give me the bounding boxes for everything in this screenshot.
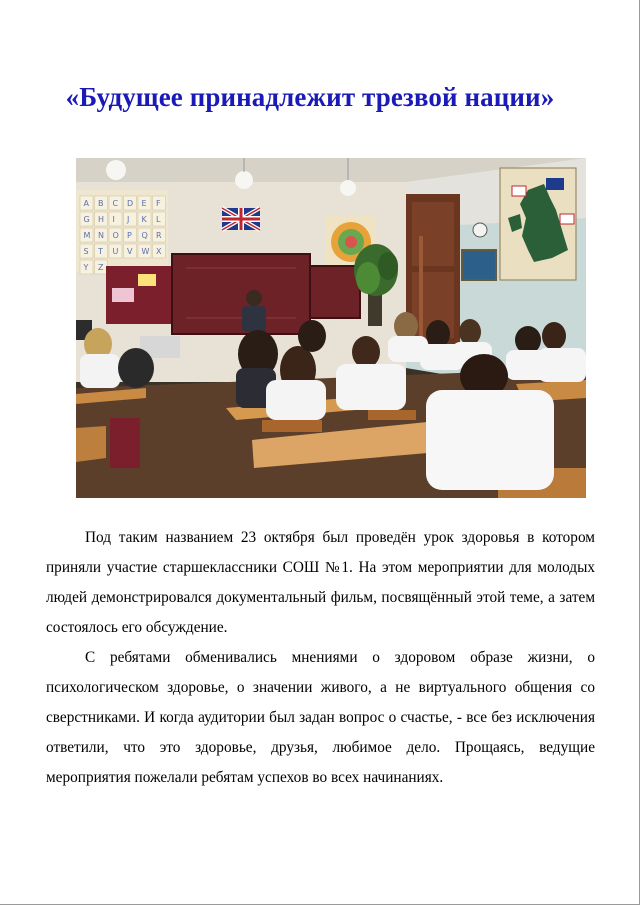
alphabet-letter: M <box>83 231 91 240</box>
alphabet-letter: B <box>98 199 104 208</box>
alphabet-letter: J <box>127 215 130 224</box>
alphabet-poster <box>76 190 168 274</box>
alphabet-letter: W <box>141 247 150 256</box>
alphabet-letter: D <box>127 199 134 208</box>
alphabet-letter: S <box>83 247 89 256</box>
alphabet-letter: V <box>127 247 133 256</box>
alphabet-letter: A <box>83 199 89 208</box>
alphabet-letter: P <box>127 231 132 240</box>
article-body <box>46 523 595 793</box>
alphabet-letter: N <box>98 231 104 240</box>
alphabet-letter: G <box>83 215 90 224</box>
classroom-photo <box>76 158 586 498</box>
alphabet-letter: T <box>98 247 103 256</box>
alphabet-letter: R <box>156 231 162 240</box>
uk-map-poster <box>500 168 576 280</box>
alphabet-letter: K <box>141 215 147 224</box>
alphabet-tile <box>109 212 122 226</box>
alphabet-letter: C <box>112 199 119 208</box>
article-paragraph: С ребятами обменивались мнениями о здоровом образе жизни, о психологическом здоровье, о значении живого, а не виртуального общения со сверстниками. И когда аудитории был задан вопрос о счастье, - все без исключения ответили, что это здоровье, друзья, любимое дело. Прощаясь, ведущие мероприятия пожелали ребятам успехов во всех начинаниях. <box>46 649 595 786</box>
alphabet-letter: I <box>112 215 115 224</box>
alphabet-letter: E <box>141 199 147 208</box>
alphabet-letter: O <box>112 231 119 240</box>
article-paragraph: Под таким названием 23 октября был проведён урок здоровья в котором приняли участие старшеклассники СОШ №1. На этом мероприятии для молодых людей демонстрировался документальный фильм, посвящённый этой теме, а затем состоялось его обсуждение. <box>46 529 595 636</box>
alphabet-letter: X <box>156 247 162 256</box>
alphabet-letter: Y <box>83 263 89 272</box>
alphabet-tile <box>124 212 137 226</box>
alphabet-letter: Q <box>141 231 148 240</box>
alphabet-letter: H <box>98 215 105 224</box>
union-flag <box>222 208 260 230</box>
alphabet-letter: Z <box>98 263 104 272</box>
alphabet-letter: F <box>156 199 161 208</box>
page-title: «Будущее принадлежит трезвой нации» <box>65 82 555 112</box>
alphabet-letter: U <box>112 247 119 256</box>
alphabet-letter: L <box>156 215 161 224</box>
